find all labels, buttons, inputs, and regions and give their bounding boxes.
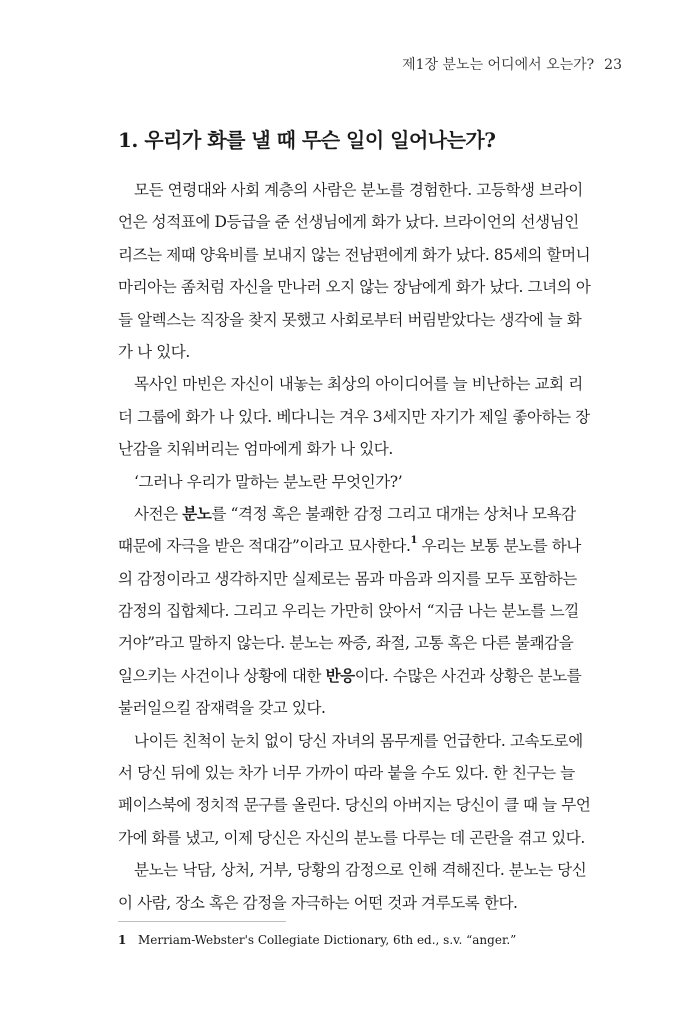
running-header [402,54,622,74]
body-line: 서 당신 뒤에 있는 차가 너무 가까이 따라 붙을 수도 있다. 한 친구는 늘 [118,764,575,783]
body-line: 가에 화를 냈고, 이제 당신은 자신의 분노를 다루는 데 곤란을 겪고 있다. [118,828,585,847]
body-line: 나이든 친척이 눈치 없이 당신 자녀의 몸무게를 언급한다. 고속도로에 [134,731,583,750]
body-line [118,498,616,530]
page-number: 23 [604,57,622,73]
body-line: 가 나 있다. [118,342,190,361]
body-line: 분노는 낙담, 상처, 거부, 당황의 감정으로 인해 격해진다. 분노는 당신 [134,861,587,880]
footnote [118,933,516,947]
body-line: 언은 성적표에 D등급을 준 선생님에게 화가 났다. 브라이언의 선생님인 [118,213,579,232]
footnote-reference[interactable]: 1 [410,535,418,547]
section-title: 1. 우리가 화를 낼 때 무슨 일이 일어나는가? [118,128,496,152]
body-text-segment: 우리는 보통 분노를 하나 [417,537,581,556]
body-line: 리즈는 제때 양육비를 보내지 않는 전남편에게 화가 났다. 85세의 할머니 [118,245,591,264]
body-line: 모든 연령대와 사회 계층의 사람은 분노를 경험한다. 고등학생 브라이 [134,181,583,199]
body-line: 불러일으킬 잠재력을 갖고 있다. [118,699,326,718]
chapter-title: 제1장 분노는 어디에서 오는가? [402,57,595,73]
body-text-segment: 를 “격정 혹은 불쾌한 감정 그리고 대개는 상처나 모욕감 [211,504,576,523]
body-text-segment: 일으키는 사건이나 상황에 대한 [118,666,326,685]
body-text-segment: 이다. 수많은 사건과 상황은 분노를 [354,666,582,685]
body-line: 감정의 집합체다. 그리고 우리는 가만히 앉아서 “지금 나는 분노를 느낄 [118,602,579,621]
body-line: 목사인 마빈은 자신이 내놓는 최상의 아이디어를 늘 비난하는 교회 리 [134,375,583,394]
body-text-segment: 사전은 [134,504,183,523]
footnote-mark: 1 [118,933,127,947]
body-line: 더 그룹에 화가 나 있다. 베다니는 겨우 3세지만 자기가 제일 좋아하는 장 [118,407,590,426]
body-line: 거야”라고 말하지 않는다. 분노는 짜증, 좌절, 고통 혹은 다른 불쾌감을 [118,634,574,653]
body-text-segment: 때문에 자극을 받은 적대감”이라고 묘사한다. [118,537,411,556]
body-line: 페이스북에 정치적 문구를 올린다. 당신의 아버지는 당신이 클 때 늘 무언 [118,796,591,815]
body-line: 마리아는 좀처럼 자신을 만나러 오지 않는 장남에게 화가 났다. 그녀의 아 [118,278,591,297]
body-line: 들 알렉스는 직장을 찾지 못했고 사회로부터 버림받았다는 생각에 늘 화 [118,310,582,329]
body-line: 이 사람, 장소 혹은 감정을 자극하는 어떤 것과 겨루도록 한다. [118,893,518,912]
body-line: 난감을 치워버리는 엄마에게 화가 나 있다. [118,440,393,459]
emphasis-term-reaction: 반응 [325,665,355,685]
body-line: ‘그러나 우리가 말하는 분노란 무엇인가?’ [134,472,403,491]
body-line [118,530,616,562]
body-line [118,660,616,692]
body-line: 의 감정이라고 생각하지만 실제로는 몸과 마음과 의지를 모두 포함하는 [118,569,577,588]
body-text [118,174,616,919]
footnote-divider [118,921,286,922]
footnote-text: Merriam-Webster's Collegiate Dictionary, 6th ed., s.v. “anger.” [138,933,517,947]
emphasis-term-anger: 분노 [182,503,212,523]
